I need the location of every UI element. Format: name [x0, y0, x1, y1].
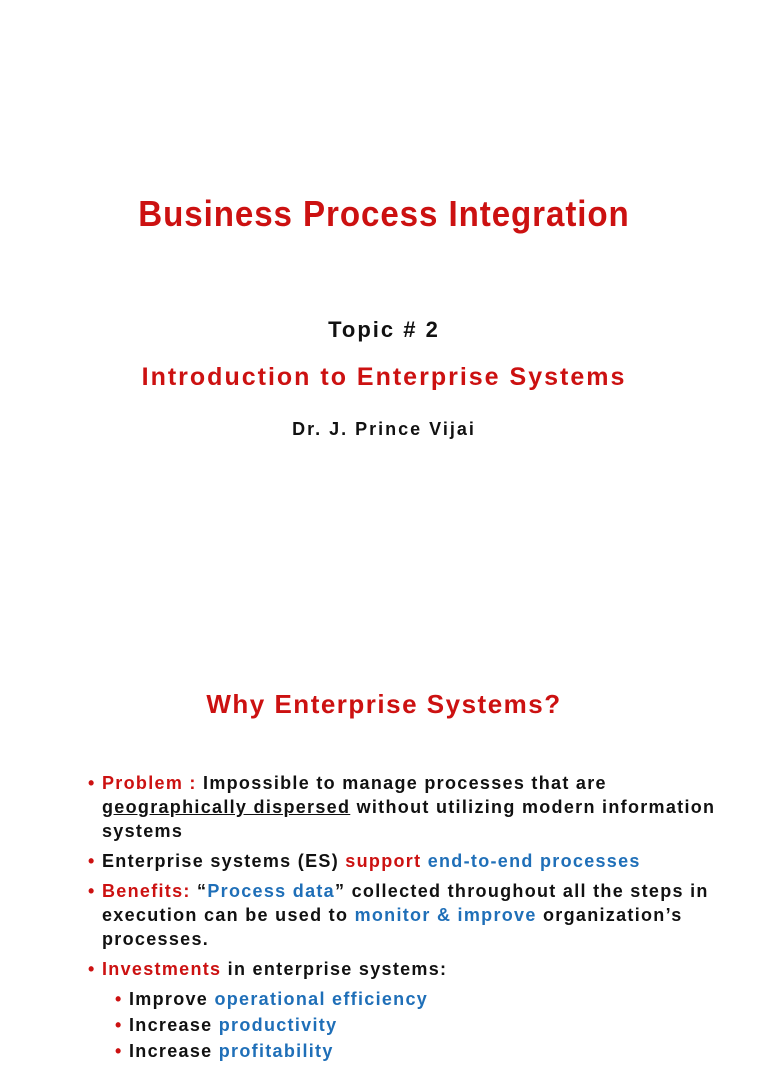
bullet-dot: •: [115, 989, 123, 1009]
highlight-blue: productivity: [218, 1015, 338, 1035]
content-slide: [0, 540, 768, 1061]
highlight-blue: operational efficiency: [214, 989, 429, 1009]
highlight-blue: profitability: [218, 1041, 334, 1061]
bullet-text: without utilizing modern information systems: [102, 797, 716, 841]
highlight-blue: monitor & improve: [354, 905, 537, 925]
highlight-blue: Process data: [207, 881, 335, 901]
bullet-text: in enterprise systems:: [221, 959, 448, 979]
sub-bullet-efficiency: [115, 987, 728, 1011]
sub-bullet-profitability: [115, 1039, 728, 1063]
bullet-enterprise-systems: [88, 849, 728, 873]
bullet-dot: •: [115, 1015, 123, 1035]
bullet-benefits: [88, 879, 728, 951]
bullet-dot: •: [88, 881, 96, 901]
bullet-list: [88, 771, 728, 1065]
sub-bullet-productivity: [115, 1013, 728, 1037]
highlight-red: support: [345, 851, 422, 871]
bullet-dot: •: [115, 1041, 123, 1061]
bullet-label: Investments: [102, 959, 222, 979]
bullet-text: Increase: [129, 1015, 219, 1035]
bullet-text: “: [190, 881, 208, 901]
bullet-label: Problem :: [102, 773, 197, 793]
highlight-blue: end-to-end processes: [427, 851, 641, 871]
bullet-text: ” collected throughout all the steps in execution can be used to: [102, 881, 709, 925]
bullet-label: Benefits:: [102, 881, 191, 901]
topic-number: Topic # 2: [328, 317, 440, 342]
bullet-text: Increase: [129, 1041, 219, 1061]
bullet-text: Improve: [129, 989, 215, 1009]
author-name: Dr. J. Prince Vijai: [292, 419, 476, 439]
bullet-investments: [88, 957, 728, 981]
bullet-dot: •: [88, 851, 96, 871]
underlined-text: geographically dispersed: [102, 797, 351, 817]
topic-subtitle: Introduction to Enterprise Systems: [141, 363, 627, 391]
bullet-text: Enterprise systems (ES): [102, 851, 346, 871]
bullet-problem: [88, 771, 728, 843]
bullet-dot: •: [88, 959, 96, 979]
bullet-text: Impossible to manage processes that are: [196, 773, 607, 793]
bullet-dot: •: [88, 773, 96, 793]
slide-heading: Why Enterprise Systems?: [206, 689, 562, 719]
bullet-text: organization’s processes.: [102, 905, 683, 949]
presentation-title: Business Process Integration: [138, 193, 630, 234]
